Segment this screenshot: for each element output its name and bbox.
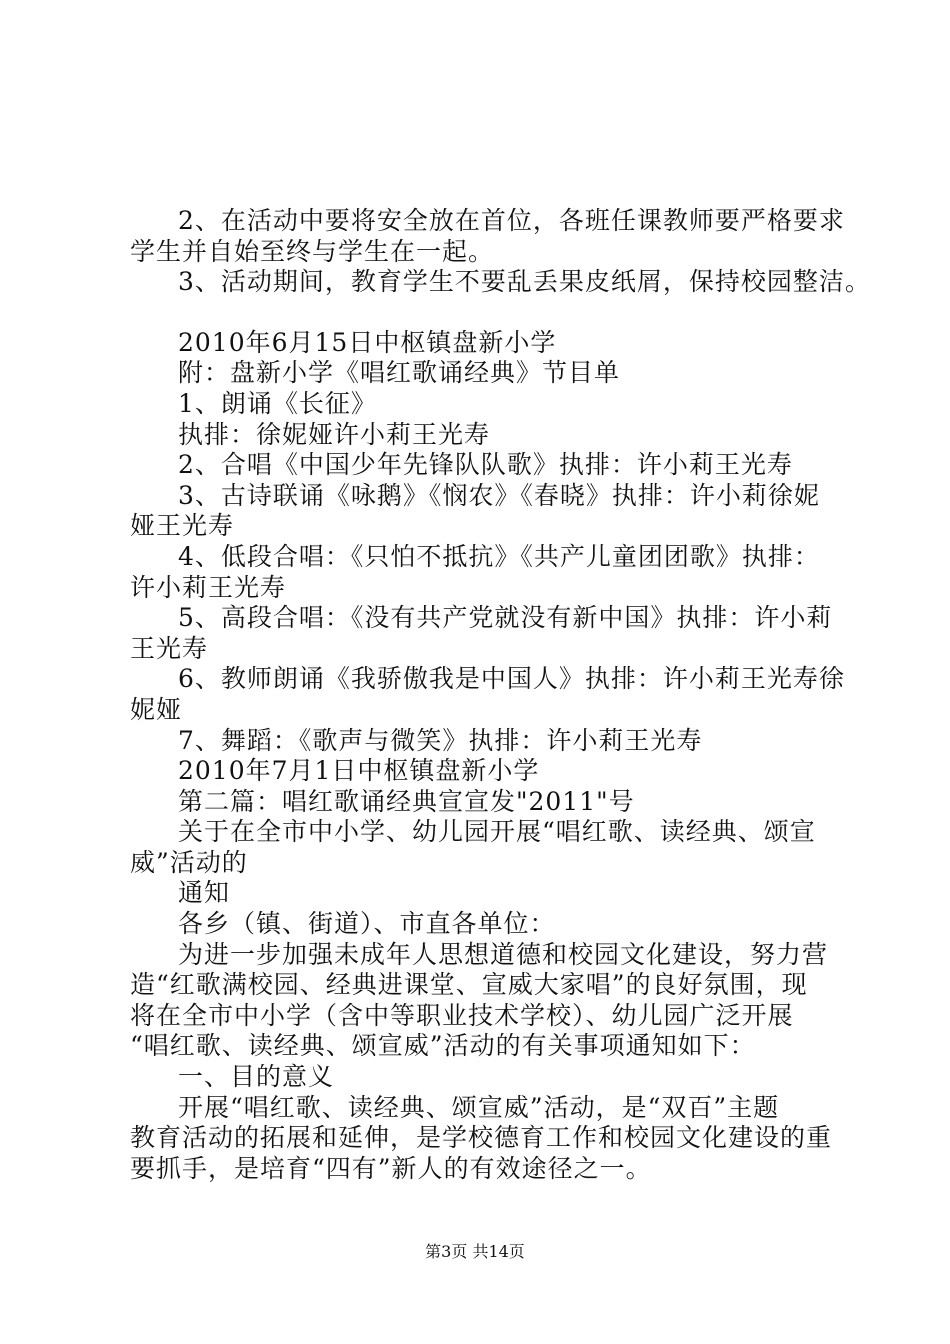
program-item: 妮娅 (130, 694, 183, 724)
paragraph-line: 要抓手，是培育“四有”新人的有效途径之一。 (130, 1153, 652, 1183)
page-number-footer: 第3页 共14页 (425, 1242, 525, 1261)
program-item: 6、教师朗诵《我骄傲我是中国人》执排：许小莉王光寿徐 (178, 664, 845, 694)
program-item: 5、高段合唱：《没有共产党就没有新中国》执排：许小莉 (178, 603, 833, 633)
section-heading: 第二篇：唱红歌诵经典宣宣发"2011"号 (178, 786, 635, 816)
blank-line (130, 298, 840, 328)
paragraph-line: 造“红歌满校园、经典进课堂、宣威大家唱”的良好氛围，现 (130, 970, 808, 1000)
document-body (130, 206, 871, 1184)
paragraph-line: 2、在活动中要将安全放在首位，各班任课教师要严格要求 (178, 206, 845, 235)
program-item: 执排：徐妮娅许小莉王光寿 (178, 419, 491, 449)
program-item: 3、古诗联诵《咏鹅》《悯农》《春晓》执排：许小莉徐妮 (178, 480, 820, 510)
program-item: 1、朗诵《长征》 (178, 388, 377, 418)
paragraph-line: 将在全市中小学（含中等职业技术学校）、幼儿园广泛开展 (130, 1000, 794, 1030)
paragraph-line: 3、活动期间，教育学生不要乱丢果皮纸屑，保持校园整洁。 (178, 267, 871, 297)
notice-title: 通知 (178, 878, 231, 908)
program-item: 许小莉王光寿 (130, 572, 287, 602)
addressee-line: 各乡（镇、街道）、市直各单位： (178, 909, 556, 939)
paragraph-line: 附：盘新小学《唱红歌诵经典》节目单 (178, 358, 621, 388)
subsection-heading: 一、目的意义 (178, 1062, 335, 1092)
program-item: 4、低段合唱：《只怕不抵抗》《共产儿童团团歌》执排： (178, 541, 820, 571)
date-line: 2010年6月15日中枢镇盘新小学 (178, 327, 557, 357)
paragraph-line: “唱红歌、读经典、颂宣威”活动的有关事项通知如下： (130, 1031, 756, 1061)
program-item: 7、舞蹈：《歌声与微笑》执排：许小莉王光寿 (178, 725, 703, 755)
program-item: 王光寿 (130, 633, 209, 663)
date-line: 2010年7月1日中枢镇盘新小学 (178, 756, 540, 786)
program-item: 2、合唱《中国少年先锋队队歌》执排：许小莉王光寿 (178, 450, 793, 480)
paragraph-line: 为进一步加强未成年人思想道德和校园文化建设，努力营 (178, 939, 829, 969)
notice-title: 威”活动的 (130, 847, 248, 877)
notice-title: 关于在全市中小学、幼儿园开展“唱红歌、读经典、颂宣 (178, 817, 816, 847)
paragraph-line: 学生并自始至终与学生在一起。 (130, 236, 495, 266)
paragraph-line: 开展“唱红歌、读经典、颂宣威”活动，是“双百”主题 (178, 1092, 780, 1122)
paragraph-line: 教育活动的拓展和延伸，是学校德育工作和校园文化建设的重 (130, 1123, 833, 1153)
program-item: 娅王光寿 (130, 511, 235, 541)
